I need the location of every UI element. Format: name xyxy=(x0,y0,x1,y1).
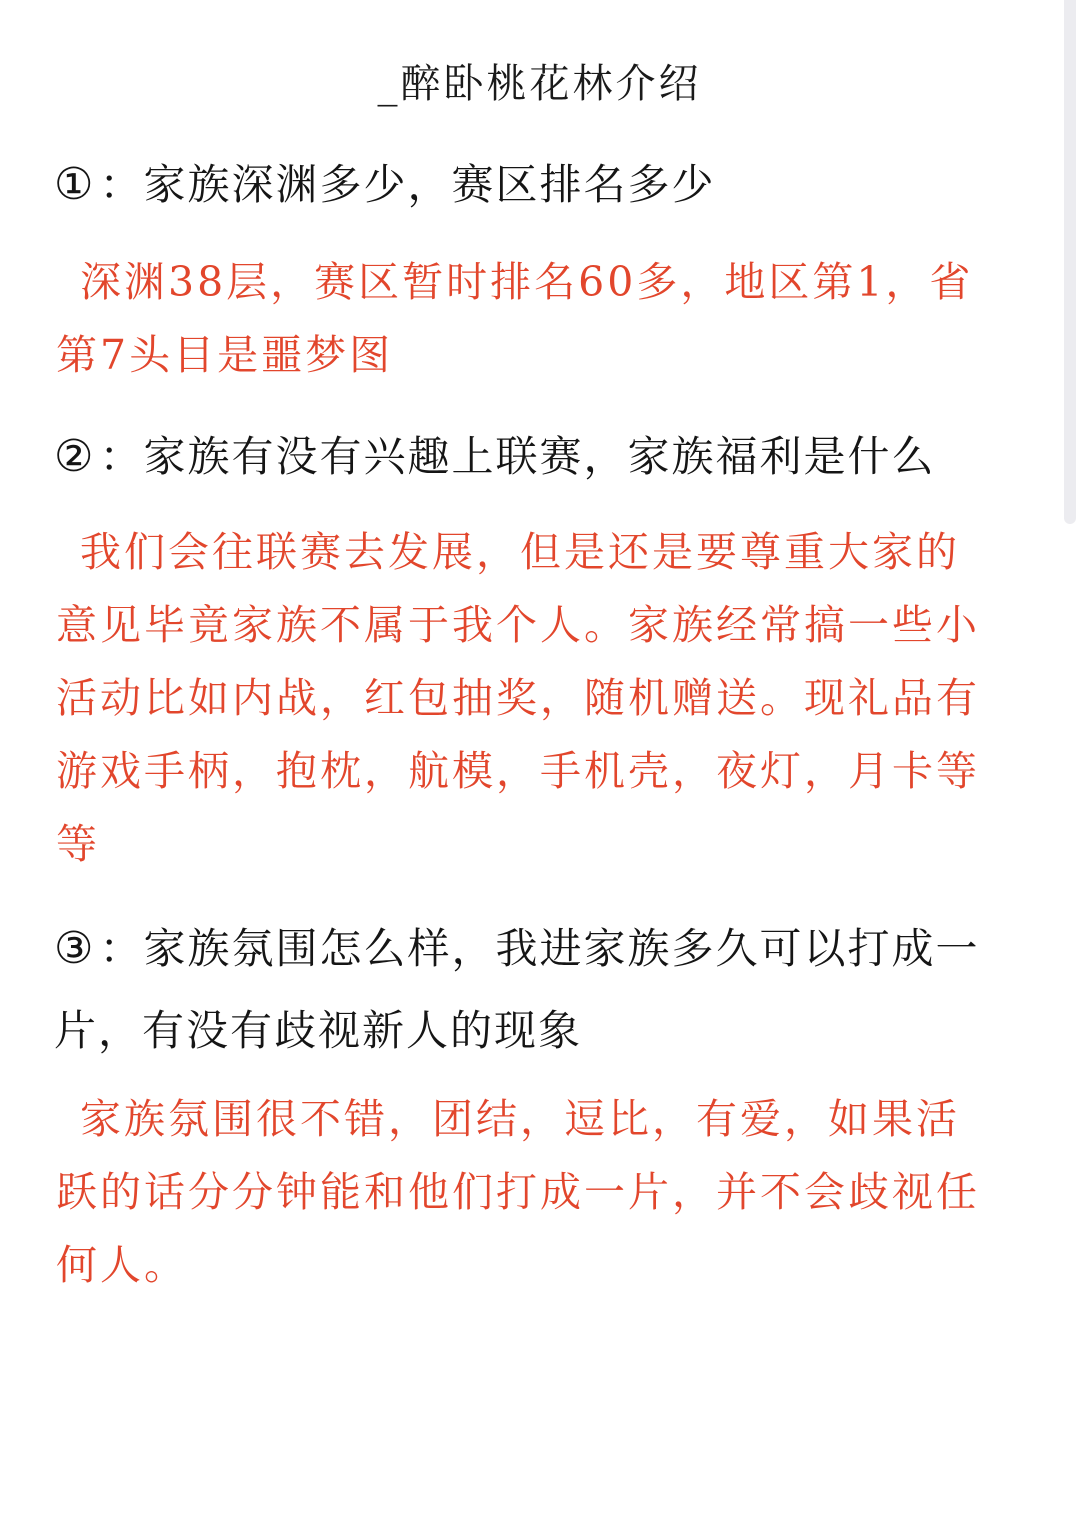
question-3-text: 家族氛围怎么样，我进家族多久可以打成一片，有没有歧视新人的现象 xyxy=(54,924,980,1055)
answer-3 xyxy=(56,1083,992,1302)
answer-1 xyxy=(56,246,992,392)
question-3-number: ③ xyxy=(54,923,96,974)
answer-1-text: 深渊38层，赛区暂时排名60多，地区第1，省第7头目是噩梦图 xyxy=(56,258,974,379)
question-3 xyxy=(54,908,994,1072)
question-2-text: 家族有没有兴趣上联赛，家族福利是什么 xyxy=(143,432,936,481)
answer-3-text: 家族氛围很不错，团结，逗比，有爱，如果活跃的话分分钟能和他们打成一片，并不会歧视任何人。 xyxy=(56,1095,980,1289)
vertical-scrollbar[interactable] xyxy=(1061,0,1079,1521)
question-1-text: 家族深渊多少，赛区排名多少 xyxy=(143,160,716,209)
question-2-number: ② xyxy=(54,431,96,482)
answer-2-text: 我们会往联赛去发展，但是还是要尊重大家的意见毕竟家族不属于我个人。家族经常搞一些小活动比如内战，红包抽奖，随机赠送。现礼品有游戏手柄，抱枕，航模，手机壳，夜灯，月卡等等 xyxy=(56,528,980,868)
scrollbar-thumb[interactable] xyxy=(1064,0,1076,524)
page-title: _醉卧桃花林介绍 xyxy=(377,61,702,107)
question-3-separator: ： xyxy=(99,924,144,973)
question-2 xyxy=(54,416,994,498)
question-1-number: ① xyxy=(54,159,96,210)
question-1 xyxy=(54,144,994,226)
answer-2 xyxy=(56,516,992,881)
question-1-separator: ： xyxy=(99,160,144,209)
question-2-separator: ： xyxy=(99,432,144,481)
